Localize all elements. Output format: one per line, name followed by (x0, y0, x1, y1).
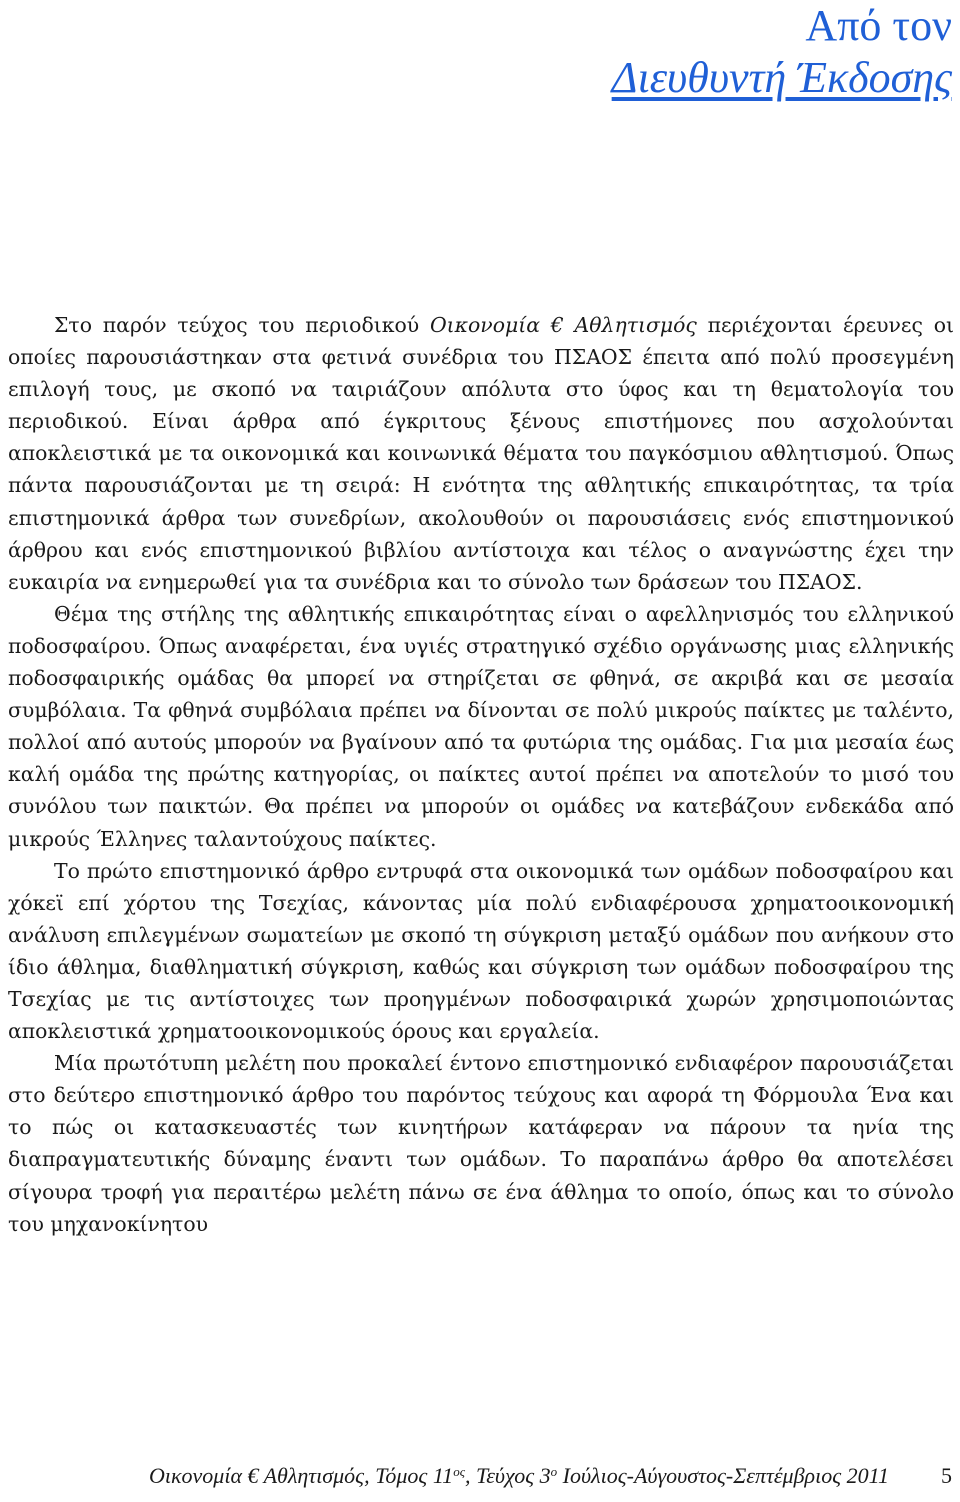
paragraph-4: Μία πρωτότυπη μελέτη που προκαλεί έντονο επιστημονικό ενδιαφέρον παρουσιάζεται στο δεύτερο επιστημονικό άρθρο του παρόντος τεύχους και αφορά τη Φόρμουλα Ένα και το πώς οι κατασκευαστές των κινητήρων κατάφεραν να πάρουν τα ηνία της διαπραγματευτικής δύναμης έναντι των ομάδων. Το παραπάνω άρθρο θα αποτελέσει σίγουρα τροφή για περαιτέρω μελέτη πάνω σε ένα άθλημα το οποίο, όπως και το σύνολο του μηχανοκίνητου (8, 1051, 954, 1236)
footer-volume-suffix: ος (453, 1464, 465, 1479)
footer-issue: , Τεύχος 3 (464, 1463, 551, 1488)
title-line-1: Από τον (805, 1, 952, 50)
footer-issue-suffix: ο (550, 1464, 558, 1479)
page-footer (8, 1462, 952, 1490)
paragraph-1-start: Στο παρόν τεύχος του περιοδικού (54, 313, 430, 337)
page-title (612, 0, 952, 104)
footer-citation (149, 1463, 889, 1488)
journal-name: Οικονομία € Αθλητισμός (429, 313, 697, 337)
footer-journal-volume: Οικονομία € Αθλητισμός, Τόμος 11 (148, 1463, 454, 1488)
paragraph-1-rest: περιέχονται έρευνες οι οποίες παρουσιάστηκαν στα φετινά συνέδρια του ΠΣΑΟΣ έπειτα από πολύ προσεγμένη επιλογή τους, με σκοπό να ταιριάζουν απόλυτα στο ύφος και τη θεματολογία του περιοδικού. Είναι άρθρα από έγκριτους ξένους επιστήμονες που ασχολούνται αποκλειστικά με τα οικονομικά και κοινωνικά θέματα του παγκόσμιου αθλητισμού. Όπως πάντα παρουσιάζονται με τη σειρά: Η ενότητα της αθλητικής επικαιρότητας, τα τρία επιστημονικά άρθρα των συνεδρίων, ακολουθούν οι παρουσιάσεις ενός επιστημονικού άρθρου και ενός επιστημονικού βιβλίου αντίστοιχα και τέλος ο αναγνώστης έχει την ευκαιρία να ενημερωθεί για τα συνέδρια και το σύνολο των δράσεων του ΠΣΑΟΣ. (8, 313, 954, 594)
paragraph-3: Το πρώτο επιστημονικό άρθρο εντρυφά στα οικονομικά των ομάδων ποδοσφαίρου και χόκεϊ επί χόρτου της Τσεχίας, κάνοντας μία πολύ ενδιαφέρουσα χρηματοοικονομική ανάλυση επιλεγμένων σωματείων με σκοπό τη σύγκριση μεταξύ ομάδων που ανήκουν στο ίδιο άθλημα, διαθληματική σύγκριση, καθώς και σύγκριση των ομάδων ποδοσφαίρου της Τσεχίας με τις αντίστοιχες των προηγμένων ποδοσφαιρικά χωρών χρησιμοποιώντας αποκλειστικά χρηματοοικονομικούς όρους και εργαλεία. (8, 858, 954, 1044)
paragraph-1 (8, 309, 954, 598)
paragraph-2: Θέμα της στήλης της αθλητικής επικαιρότητας είναι ο αφελληνισμός του ελληνικού ποδοσφαίρου. Όπως αναφέρεται, ένα υγιές στρατηγικό σχέδιο οργάνωσης μιας ελληνικής ποδοσφαιρικής ομάδας θα μπορεί να στηρίζεται σε φθηνά, σε ακριβά και σε μεσαία συμβόλαια. Τα φθηνά συμβόλαια πρέπει να δίνονται σε πολύ μικρούς παίκτες με ταλέντο, πολλοί από αυτούς μπορούν να βγαίνουν από τα φυτώρια της ομάδας. Για μια μεσαία έως καλή ομάδα της πρώτης κατηγορίας, οι παίκτες αυτοί πρέπει να αποτελούν το μισό του συνόλου των παικτών. Θα πρέπει να μπορούν οι ομάδες να κατεβάζουν ενδεκάδα από μικρούς Έλληνες ταλαντούχους παίκτες. (8, 601, 954, 851)
article-body (8, 309, 954, 1240)
page-number: 5 (941, 1463, 952, 1488)
title-line-2: Διευθυντή Έκδοσης (611, 53, 952, 102)
footer-period: Ιούλιος-Αύγουστος-Σεπτέμβριος 2011 (557, 1463, 889, 1488)
